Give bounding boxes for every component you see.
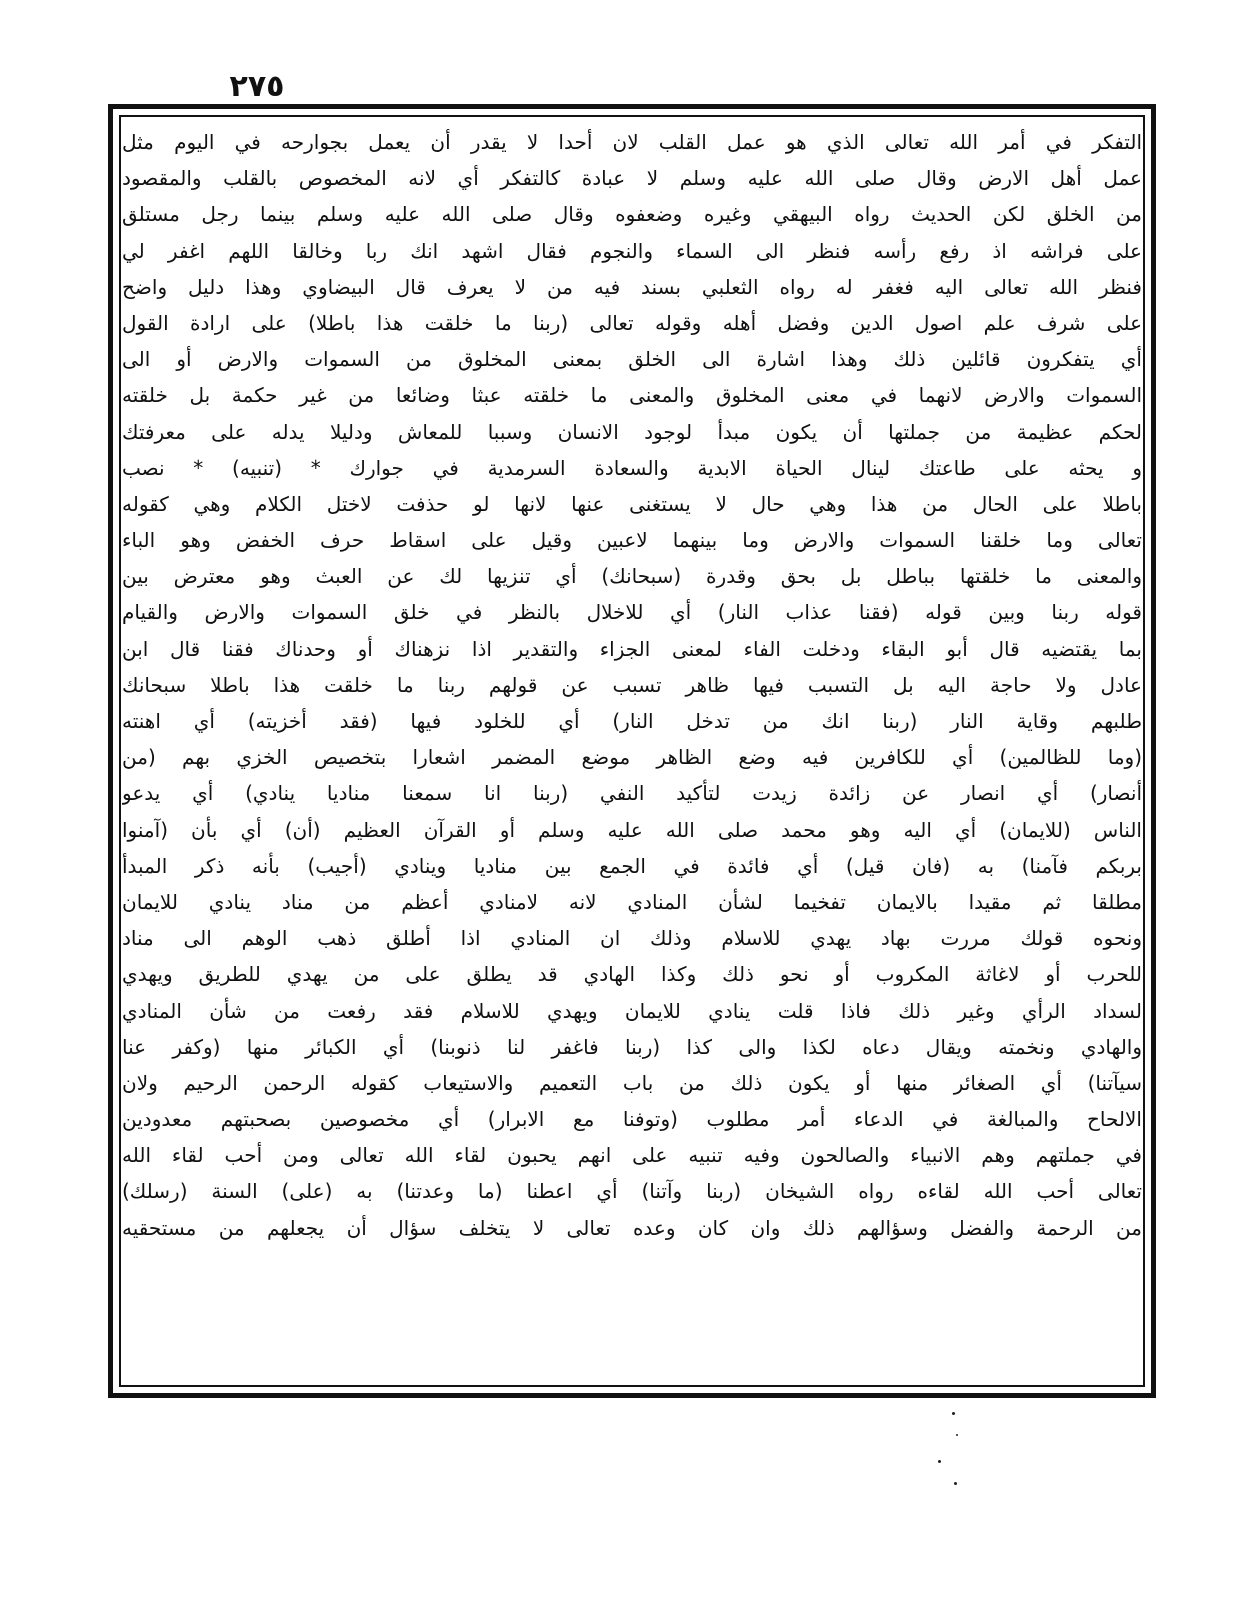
text-line: لسداد الرأي وغير ذلك فاذا قلت ينادي للايمان ويهدي للاسلام فقد رفعت من شأن المنادي [122,998,1142,1023]
text-line: على فراشه اذ رفع رأسه فنظر الى السماء والنجوم فقال اشهد انك ربا وخالقا اللهم اغفر لي [122,238,1142,263]
text-line: للحرب أو لاغاثة المكروب أو نحو ذلك وكذا الهادي قد يطلق على من يهدي للطريق ويهدي [122,962,1142,987]
text-line: أنصار) أي انصار عن زائدة زيدت لتأكيد النفي (ربنا انا سمعنا مناديا ينادي) أي يدعو [122,781,1142,806]
text-line: لحكم عظيمة من جملتها أن يكون مبدأ لوجود الانسان وسببا للمعاش ودليلا يدله على معرفتك [122,419,1142,444]
text-line: باطلا على الحال من هذا وهي حال لا يستغنى عنها لانها لو حذفت لاختل الكلام وهي كقوله [122,491,1142,516]
text-line: الالحاح والمبالغة في الدعاء أمر مطلوب (وتوفنا مع الابرار) أي مخصوصين بصحبتهم معدودين [122,1107,1142,1132]
text-line: بما يقتضيه قال أبو البقاء ودخلت الفاء لمعنى الجزاء والتقدير اذا نزهناك أو وحدناك فقنا قال ابن [122,636,1142,661]
page-number: ٢٧٥ [229,69,285,104]
text-line: تعالى أحب الله لقاءه رواه الشيخان (ربنا وآتنا) أي اعطنا (ما وعدتنا) به (على) السنة (رسلك) [122,1179,1142,1204]
text-line: على شرف علم اصول الدين وفضل أهله وقوله تعالى (ربنا ما خلقت هذا باطلا) على ارادة القول [122,310,1142,335]
text-line: من الخلق لكن الحديث رواه البيهقي وغيره وضعفوه وقال صلى الله عليه وسلم بينما رجل مستلق [122,202,1142,227]
text-line: السموات والارض لانهما في معنى المخلوق والمعنى ما خلقته عبثا وضائعا من غير حكمة بل خلقته [122,383,1142,408]
text-line: مطلقا ثم مقيدا بالايمان تفخيما لشأن المنادي لانه لامنادي أعظم من مناد ينادي للايمان [122,889,1142,914]
text-line: و يحثه على طاعتك لينال الحياة الابدية والسعادة السرمدية في جوارك * (تنبيه) * نصب [122,455,1142,480]
text-line: من الرحمة والفضل وسؤالهم ذلك وان كان وعده تعالى لا يتخلف سؤال أن يجعلهم من مستحقيه [122,1215,1142,1240]
text-line: عمل أهل الارض وقال صلى الله عليه وسلم لا عبادة كالتفكر أي لانه المخصوص بالقلب والمقصود [122,166,1142,191]
text-line: التفكر في أمر الله تعالى الذي هو عمل القلب لان أحدا لا يقدر أن يعمل بجوارحه في اليوم مثل [122,130,1142,154]
text-line: ونحوه قولك مررت بهاد يهدي للاسلام وذلك ان المنادي اذا أطلق ذهب الوهم الى مناد [122,926,1142,951]
text-line: والمعنى ما خلقتها بباطل بل بحق وقدرة (سبحانك) أي تنزيها لك عن العبث وهو معترض بين [122,564,1142,589]
scan-speck-marks [930,1412,980,1487]
text-line: في جملتهم وهم الانبياء والصالحون وفيه تنبيه على انهم يحبون لقاء الله تعالى ومن أحب لقاء الله [122,1143,1142,1168]
text-line: سيآتنا) أي الصغائر منها أو يكون ذلك من باب التعميم والاستيعاب كقوله الرحمن الرحيم ولان [122,1070,1142,1095]
text-line: قوله ربنا وبين قوله (فقنا عذاب النار) أي للاخلال بالنظر في خلق السموات والارض والقيام [122,600,1142,625]
text-line: عادل ولا حاجة اليه بل التسبب فيها ظاهر تسبب عن قولهم ربنا ما خلقت هذا باطلا سبحانك [122,672,1142,697]
body-text [122,124,1142,1246]
text-line: الناس (للايمان) أي اليه وهو محمد صلى الله عليه وسلم أو القرآن العظيم (أن) أي بأن (آمنوا [122,817,1142,842]
text-line: تعالى وما خلقنا السموات والارض وما بينهما لاعبين وقيل على اسقاط حرف الخفض وهو الباء [122,528,1142,553]
text-line: فنظر الله تعالى اليه فغفر له رواه الثعلبي بسند فيه من لا يعرف قال البيضاوي وهذا دليل واضح [122,274,1142,299]
text-line: طلبهم وقاية النار (ربنا انك من تدخل النار) أي للخلود فيها (فقد أخزيته) أي اهنته [122,709,1142,733]
text-line: أي يتفكرون قائلين ذلك وهذا اشارة الى الخلق بمعنى المخلوق من السموات والارض أو الى [122,347,1142,372]
text-line: والهادي ونخمته ويقال دعاه لكذا والى كذا (ربنا فاغفر لنا ذنوبنا) أي الكبائر منها (وكفر عنا [122,1034,1142,1059]
text-line: (وما للظالمين) أي للكافرين فيه وضع الظاهر موضع المضمر اشعارا بتخصيص الخزي بهم (من [122,745,1142,770]
text-line: بربكم فآمنا) به (فان قيل) أي فائدة في الجمع بين مناديا وينادي (أجيب) بأنه ذكر المبدأ [122,853,1142,878]
